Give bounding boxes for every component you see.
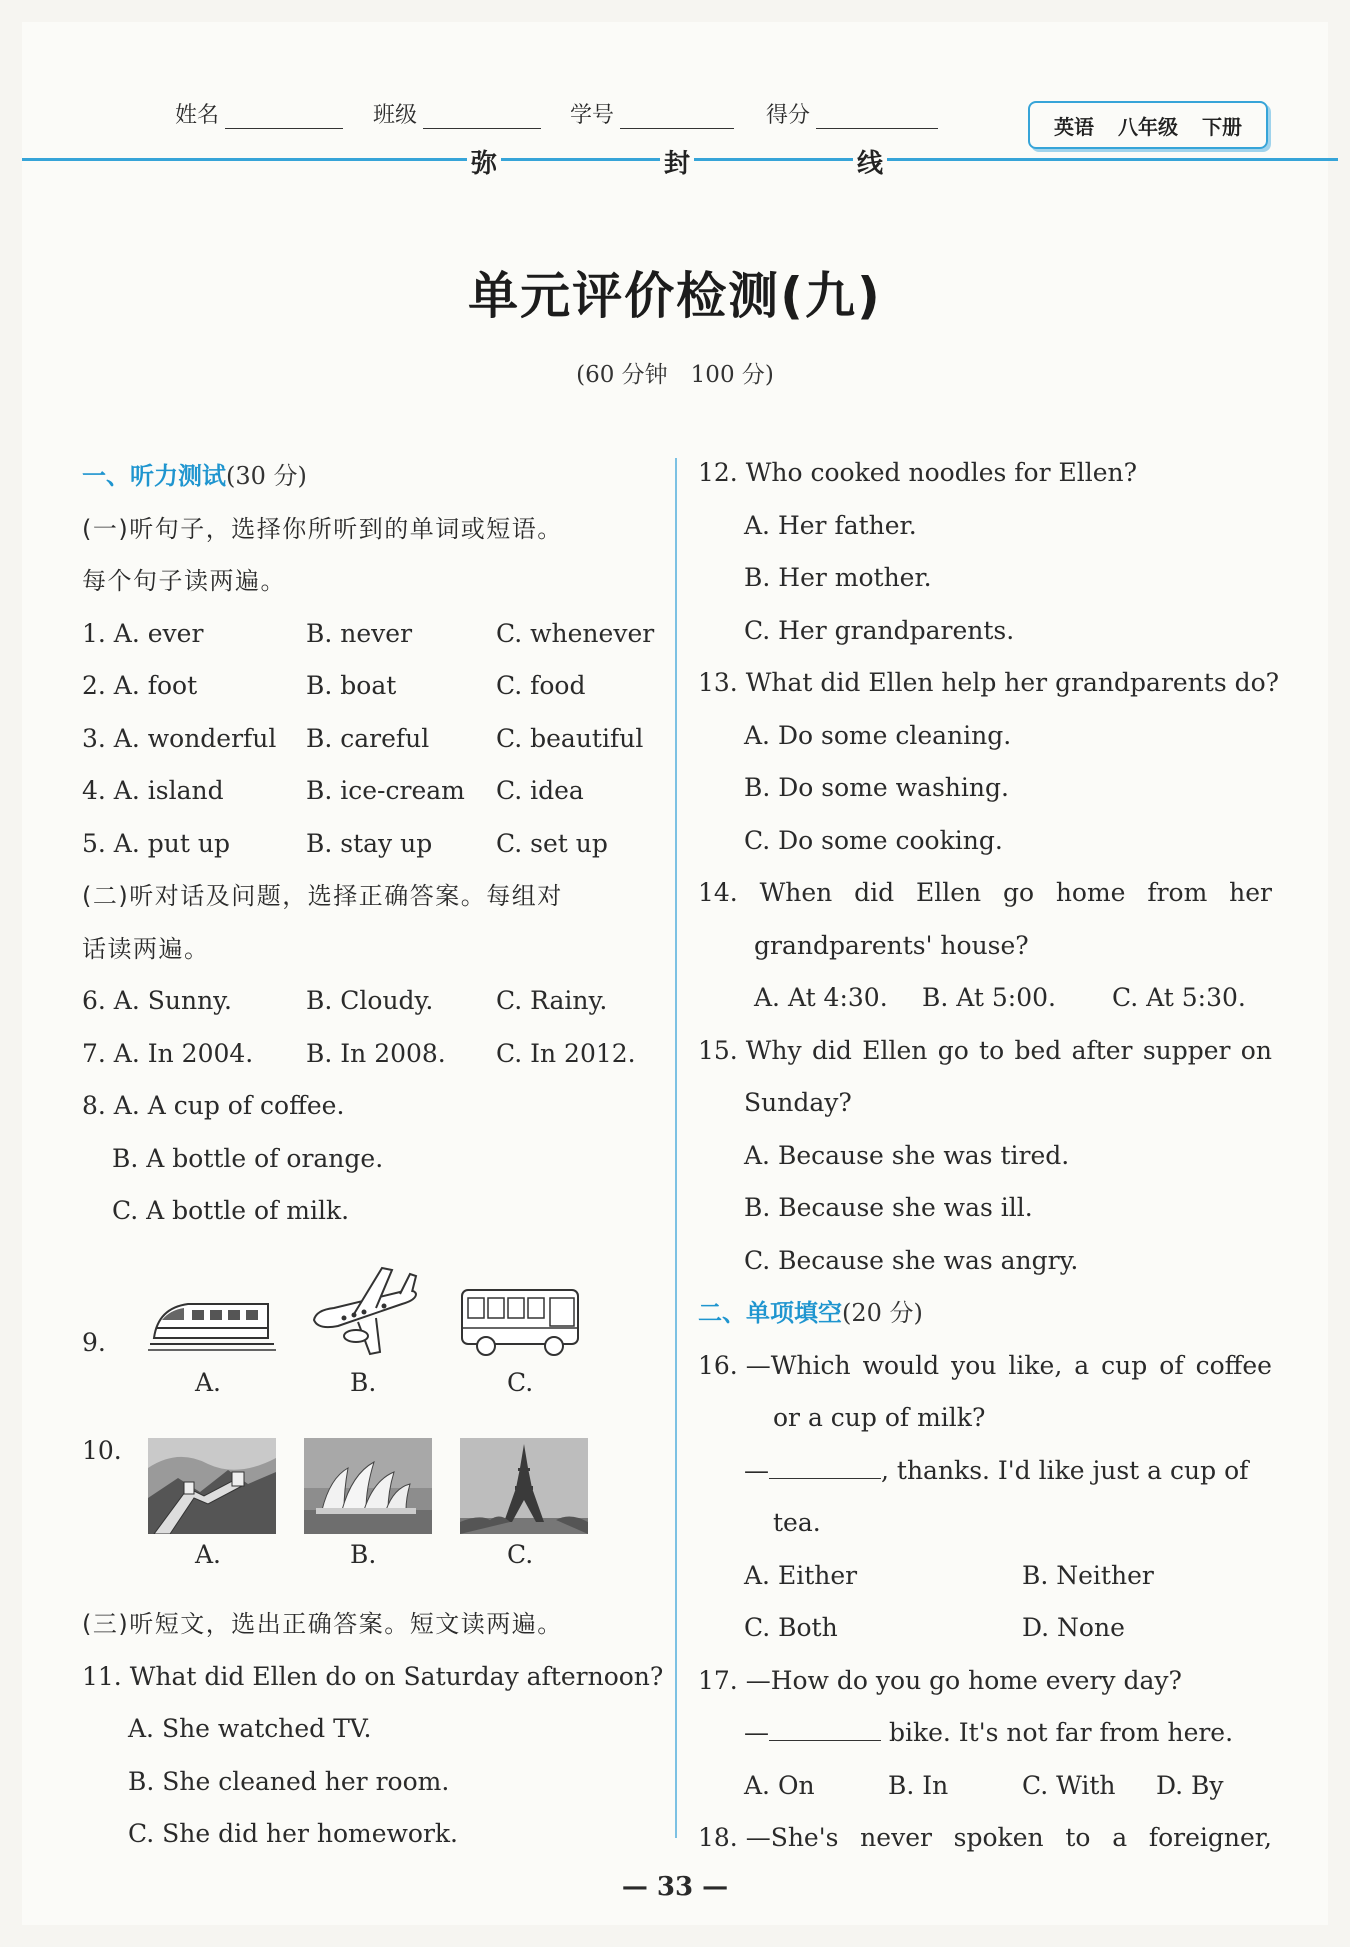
q1-option-a[interactable]: 1. A. ever [82, 618, 204, 648]
q14-word: her [1229, 878, 1272, 907]
seal-char-2: 封 [660, 143, 694, 180]
q15-option-a[interactable]: A. Because she was tired. [744, 1140, 1070, 1170]
part2-instruction-b: 话读两遍。 [82, 934, 210, 963]
q8-option-a[interactable]: 8. A. A cup of coffee. [82, 1091, 345, 1120]
q13-option-b[interactable]: B. Do some washing. [744, 773, 1009, 802]
q16-word: coffee [1195, 1350, 1272, 1380]
seal-char-1: 弥 [467, 143, 501, 180]
train-icon[interactable] [148, 1286, 276, 1356]
q16-word: like, [1008, 1350, 1063, 1380]
q8-option-b[interactable]: B. A bottle of orange. [112, 1143, 384, 1173]
q14-stem [698, 867, 1272, 920]
q18-word: to [1065, 1823, 1091, 1852]
class-field[interactable] [373, 98, 541, 129]
part1-instruction-a: (一)听句子，选择你所听到的单词或短语。 [82, 514, 563, 543]
q17-stem-rest: bike. It's not far from here. [881, 1718, 1234, 1747]
q15-word: bed [1014, 1035, 1062, 1065]
q16-answer-blank[interactable] [769, 1448, 881, 1479]
airplane-icon[interactable] [304, 1262, 422, 1362]
q5-option-a[interactable]: 5. A. put up [82, 828, 230, 858]
q3-option-b[interactable]: B. careful [306, 723, 430, 753]
q16-word: of [1159, 1350, 1184, 1380]
section1-title [82, 462, 307, 490]
q14-word: go [1002, 878, 1034, 907]
q14-word: 14. [698, 878, 738, 907]
q14-word: When [759, 878, 833, 907]
q15-word: go [937, 1035, 969, 1065]
q5-option-c[interactable]: C. set up [496, 828, 608, 858]
q6-option-c[interactable]: C. Rainy. [496, 986, 608, 1015]
q9-label-c: C. [507, 1368, 534, 1397]
q3-option-c[interactable]: C. beautiful [496, 723, 644, 753]
q18-word: 18. —She's [698, 1823, 839, 1852]
q17-answer-blank[interactable] [769, 1710, 881, 1741]
q18-word: foreigner, [1148, 1823, 1272, 1852]
q12-stem: 12. Who cooked noodles for Ellen? [698, 458, 1138, 487]
q17-stem-line2 [698, 1707, 1272, 1760]
q16-word: 16. —Which [698, 1350, 851, 1380]
q4-option-b[interactable]: B. ice-cream [306, 776, 465, 805]
grade-label: 八年级 [1118, 114, 1178, 139]
q7-option-a[interactable]: 7. A. In 2004. [82, 1038, 254, 1068]
q16-options-row2 [698, 1602, 1272, 1655]
q17-option-c[interactable]: C. With [1022, 1770, 1116, 1800]
section2-points: (20 分) [842, 1299, 923, 1327]
q10-label-c: C. [507, 1540, 534, 1569]
q18-word: a [1112, 1823, 1128, 1852]
q15-word: to [979, 1035, 1005, 1065]
q14-options [698, 972, 1272, 1025]
q13-option-c[interactable]: C. Do some cooking. [744, 825, 1003, 855]
q9-label-a: A. [195, 1368, 222, 1397]
q14-option-a[interactable]: A. At 4:30. [754, 983, 888, 1012]
part1-instruction-b: 每个句子读两遍。 [82, 567, 286, 595]
q9-number: 9. [82, 1328, 106, 1357]
q16-stem-line3 [698, 1445, 1272, 1498]
q12-option-a[interactable]: A. Her father. [744, 510, 917, 540]
q16-word: would [862, 1350, 940, 1380]
q17-option-d[interactable]: D. By [1156, 1770, 1224, 1800]
question-3 [82, 713, 654, 766]
q1-option-c[interactable]: C. whenever [496, 618, 655, 648]
q13-stem: 13. What did Ellen help her grandparents do? [698, 668, 1280, 697]
section1-heading: 一、听力测试 [82, 462, 226, 490]
q14-option-b[interactable]: B. At 5:00. [922, 983, 1056, 1012]
bus-icon[interactable] [458, 1282, 584, 1362]
q16-stem-line2: or a cup of milk? [773, 1403, 986, 1432]
great-wall-photo[interactable] [148, 1438, 276, 1534]
score-label: 得分 [766, 103, 811, 128]
student-id-blank[interactable] [620, 128, 734, 129]
q3-option-a[interactable]: 3. A. wonderful [82, 723, 277, 753]
q17-option-a[interactable]: A. On [744, 1770, 815, 1800]
q10-label-a: A. [195, 1540, 222, 1569]
q13-option-a[interactable]: A. Do some cleaning. [744, 720, 1012, 750]
q11-option-a[interactable]: A. She watched TV. [128, 1714, 372, 1743]
q15-word: did [811, 1035, 852, 1065]
question-7 [82, 1028, 654, 1081]
q16-option-d[interactable]: D. None [1022, 1613, 1125, 1642]
q16-word: you [951, 1350, 997, 1380]
student-id-field[interactable] [570, 98, 734, 129]
q15-stem-line2: Sunday? [744, 1088, 852, 1117]
q5-option-b[interactable]: B. stay up [306, 828, 433, 858]
q2-option-a[interactable]: 2. A. foot [82, 671, 198, 700]
class-label: 班级 [373, 103, 418, 128]
section2-heading: 二、单项填空 [698, 1299, 842, 1327]
column-divider [675, 458, 677, 1838]
q12-option-c[interactable]: C. Her grandparents. [744, 615, 1015, 645]
q12-option-b[interactable]: B. Her mother. [744, 563, 932, 592]
q14-word: home [1055, 878, 1126, 907]
q11-stem: 11. What did Ellen do on Saturday afternoon? [82, 1661, 664, 1691]
q2-option-c[interactable]: C. food [496, 671, 586, 700]
q10-label-b: B. [350, 1540, 377, 1569]
q17-option-b[interactable]: B. In [888, 1770, 949, 1800]
q14-word: did [854, 878, 895, 907]
q15-word: on [1240, 1035, 1272, 1065]
q4-option-a[interactable]: 4. A. island [82, 776, 224, 805]
eiffel-tower-photo[interactable] [460, 1438, 588, 1534]
q11-option-c[interactable]: C. She did her homework. [128, 1819, 458, 1848]
subject-label: 英语 [1054, 114, 1094, 139]
left-column [82, 450, 654, 1238]
q15-option-c[interactable]: C. Because she was angry. [744, 1245, 1079, 1275]
volume-label: 下册 [1202, 114, 1242, 139]
q16-options-row1 [698, 1550, 1272, 1603]
part2-instruction-a: (二)听对话及问题，选择正确答案。每组对 [82, 882, 563, 910]
q16-stem [698, 1340, 1272, 1393]
q1-option-b[interactable]: B. never [306, 618, 413, 648]
q14-word: Ellen [915, 878, 982, 907]
q18-word: spoken [953, 1823, 1044, 1852]
q16-option-a[interactable]: A. Either [744, 1560, 858, 1590]
opera-house-photo[interactable] [304, 1438, 432, 1534]
q9-label-b: B. [350, 1368, 377, 1397]
name-label: 姓名 [175, 103, 220, 128]
name-field[interactable] [175, 98, 343, 129]
q16-option-c[interactable]: C. Both [744, 1613, 838, 1642]
q16-word: a [1074, 1350, 1090, 1380]
question-4 [82, 765, 654, 818]
question-10 [82, 1430, 654, 1580]
q7-option-b[interactable]: B. In 2008. [306, 1038, 446, 1068]
right-column [698, 447, 1280, 1865]
page-subtitle: (60 分钟 100 分) [576, 362, 774, 388]
q15-word: supper [1142, 1035, 1231, 1065]
question-9 [82, 1258, 654, 1398]
q15-word: Ellen [862, 1035, 928, 1065]
q8-option-c[interactable]: C. A bottle of milk. [112, 1196, 350, 1225]
part3-instruction: (三)听短文，选出正确答案。短文读两遍。 [82, 1610, 563, 1638]
student-id-label: 学号 [570, 103, 615, 128]
q15-word: after [1071, 1035, 1133, 1065]
q4-option-c[interactable]: C. idea [496, 776, 584, 805]
q15-word: 15. Why [698, 1035, 802, 1065]
book-tag [1028, 101, 1268, 149]
q14-option-c[interactable]: C. At 5:30. [1112, 983, 1246, 1012]
page-number: — 33 — [621, 1872, 729, 1902]
q18-stem [698, 1812, 1272, 1865]
q15-option-b[interactable]: B. Because she was ill. [744, 1193, 1033, 1222]
score-blank[interactable] [816, 128, 938, 129]
q15-stem [698, 1025, 1272, 1078]
section2-title [698, 1299, 923, 1327]
q10-number: 10. [82, 1436, 122, 1465]
question-6 [82, 975, 654, 1028]
q6-option-b[interactable]: B. Cloudy. [306, 986, 434, 1015]
name-blank[interactable] [225, 128, 343, 129]
class-blank[interactable] [423, 128, 541, 129]
question-2 [82, 660, 654, 713]
section1-points: (30 分) [226, 462, 307, 490]
q16-word: cup [1101, 1350, 1148, 1380]
page-title: 单元评价检测(九) [468, 267, 882, 325]
q17-options [698, 1760, 1272, 1813]
left-column-part3 [82, 1598, 664, 1861]
question-5 [82, 818, 654, 871]
q14-word: from [1147, 878, 1208, 907]
q17-dash: — [744, 1718, 769, 1747]
q2-option-b[interactable]: B. boat [306, 671, 397, 700]
q16-dash: — [744, 1455, 769, 1485]
q7-option-c[interactable]: C. In 2012. [496, 1038, 636, 1068]
q16-stem-line4: tea. [773, 1508, 821, 1537]
q14-stem-line2: grandparents' house? [754, 930, 1029, 960]
q16-option-b[interactable]: B. Neither [1022, 1560, 1154, 1590]
seal-char-3: 线 [853, 143, 887, 180]
q6-option-a[interactable]: 6. A. Sunny. [82, 986, 232, 1015]
q17-stem: 17. —How do you go home every day? [698, 1665, 1182, 1695]
score-field[interactable] [766, 98, 938, 129]
q18-word: never [860, 1823, 932, 1852]
question-1 [82, 608, 654, 661]
q16-stem-rest: , thanks. I'd like just a cup of [881, 1455, 1249, 1485]
q11-option-b[interactable]: B. She cleaned her room. [128, 1766, 450, 1796]
